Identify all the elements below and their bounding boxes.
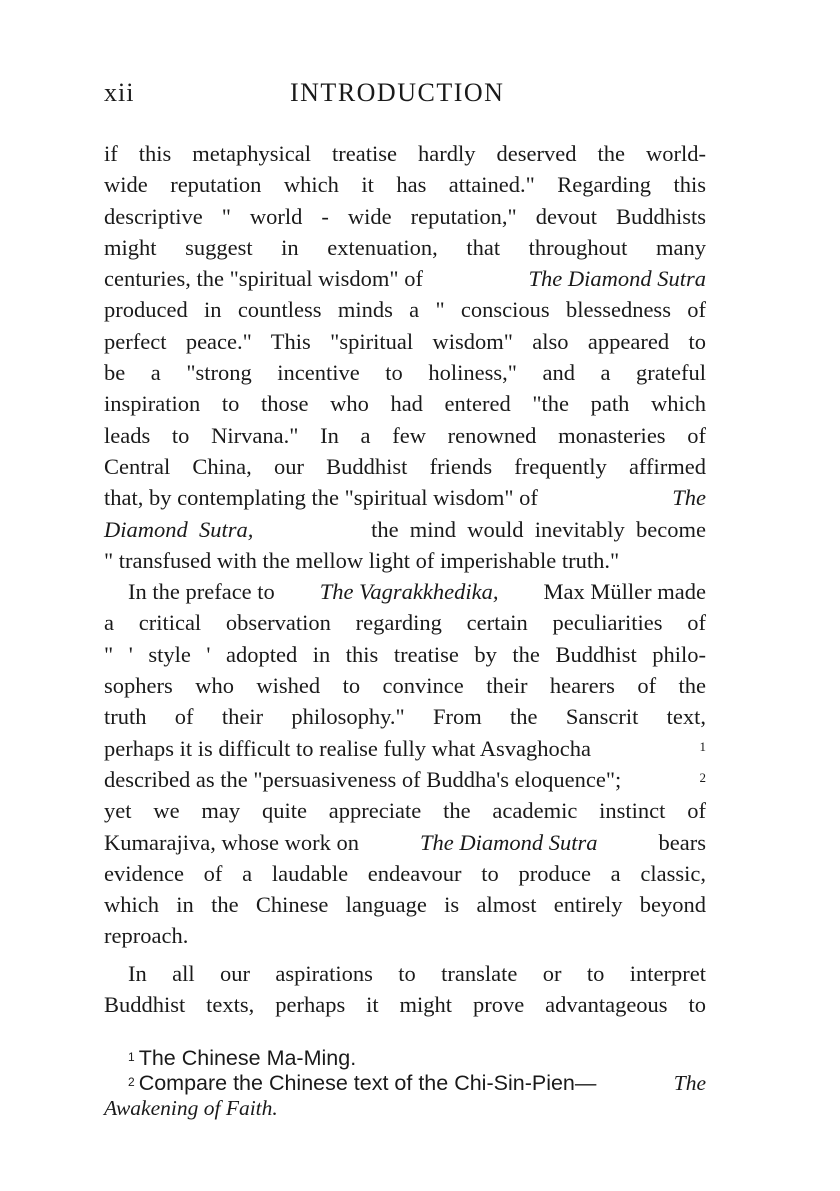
text-line: reproach. — [104, 923, 189, 949]
text-line — [104, 482, 706, 513]
text-line: perfect peace." This "spiritual wisdom" also appeared to — [104, 328, 706, 354]
text-segment: Kumarajiva, whose work on — [104, 829, 365, 855]
body-text — [104, 138, 706, 1020]
text-segment: Max Müller made — [537, 579, 706, 605]
text-segment: described as the "persuasiveness of Buddha's eloquence"; — [104, 766, 622, 792]
text-line: descriptive " world - wide reputation," devout Buddhists — [104, 203, 706, 229]
page-number: xii — [104, 78, 135, 107]
footnote-1 — [104, 1046, 706, 1071]
text-line: wide reputation which it has attained." Regarding this — [104, 172, 706, 198]
footnote-ref-1[interactable]: 1 — [699, 738, 706, 754]
text-line — [104, 514, 706, 545]
text-line: sophers who wished to convince their hearers of the — [104, 673, 706, 699]
footnote-2-continuation: Awakening of Faith. — [104, 1096, 278, 1121]
footnote-text: The Chinese Ma-Ming. — [138, 1046, 357, 1071]
text-line: if this metaphysical treatise hardly deserved the world- — [104, 141, 706, 166]
text-line — [104, 764, 706, 795]
italic-title: Diamond Sutra, — [104, 516, 254, 542]
footnote-italic-title: The — [673, 1071, 706, 1096]
text-line: might suggest in extenuation, that throughout many — [104, 234, 706, 260]
text-segment: perhaps it is difficult to realise fully what Asvaghocha — [104, 735, 591, 761]
text-line: which in the Chinese language is almost entirely beyond — [104, 892, 706, 918]
footnote-number: 2 — [128, 1075, 135, 1090]
running-title: INTRODUCTION — [290, 78, 505, 107]
footnote-2 — [104, 1071, 706, 1096]
text-line: inspiration to those who had entered "the path which — [104, 391, 706, 417]
text-line: produced in countless minds a " conscious blessedness of — [104, 297, 706, 323]
text-segment: centuries, the "spiritual wisdom" of — [104, 266, 429, 292]
text-line: leads to Nirvana." In a few renowned monasteries of — [104, 422, 706, 448]
text-line: In all our aspirations to translate or to interpret — [128, 960, 706, 986]
text-segment: In the preface to — [128, 579, 281, 605]
book-page — [104, 78, 706, 1121]
text-line — [104, 733, 706, 764]
text-segment: that, by contemplating the "spiritual wisdom" of — [104, 485, 544, 511]
text-line: " transfused with the mellow light of imperishable truth." — [104, 547, 620, 573]
page-header — [104, 78, 706, 118]
text-line: Central China, our Buddhist friends frequently affirmed — [104, 453, 706, 479]
text-segment: bears — [652, 829, 706, 855]
text-line: truth of their philosophy." From the Sanscrit text, — [104, 704, 706, 730]
italic-title: The Vagrakkhedika, — [319, 579, 499, 605]
text-line: a critical observation regarding certain peculiarities of — [104, 610, 706, 636]
text-segment: the mind would inevitably become — [359, 516, 706, 542]
paragraph-1 — [104, 138, 706, 576]
text-line — [104, 576, 706, 607]
footnote-number: 1 — [128, 1050, 135, 1065]
italic-title: The — [672, 485, 706, 511]
text-line — [104, 263, 706, 294]
italic-title: The Diamond Sutra — [528, 266, 706, 292]
paragraph-2 — [104, 576, 706, 952]
text-line: " ' style ' adopted in this treatise by the Buddhist philo- — [104, 641, 706, 667]
text-line: evidence of a laudable endeavour to produce a classic, — [104, 860, 706, 886]
paragraph-3 — [104, 958, 706, 1021]
footnote-text: Compare the Chinese text of the Chi-Sin-Pien— — [138, 1071, 597, 1096]
footnotes — [104, 1046, 706, 1121]
text-line: yet we may quite appreciate the academic instinct of — [104, 798, 706, 824]
text-line — [104, 827, 706, 858]
footnote-ref-2[interactable]: 2 — [699, 769, 706, 785]
text-line: be a "strong incentive to holiness," and a grateful — [104, 360, 706, 386]
text-line: Buddhist texts, perhaps it might prove advantageous to — [104, 992, 706, 1018]
italic-title: The Diamond Sutra — [419, 829, 598, 855]
